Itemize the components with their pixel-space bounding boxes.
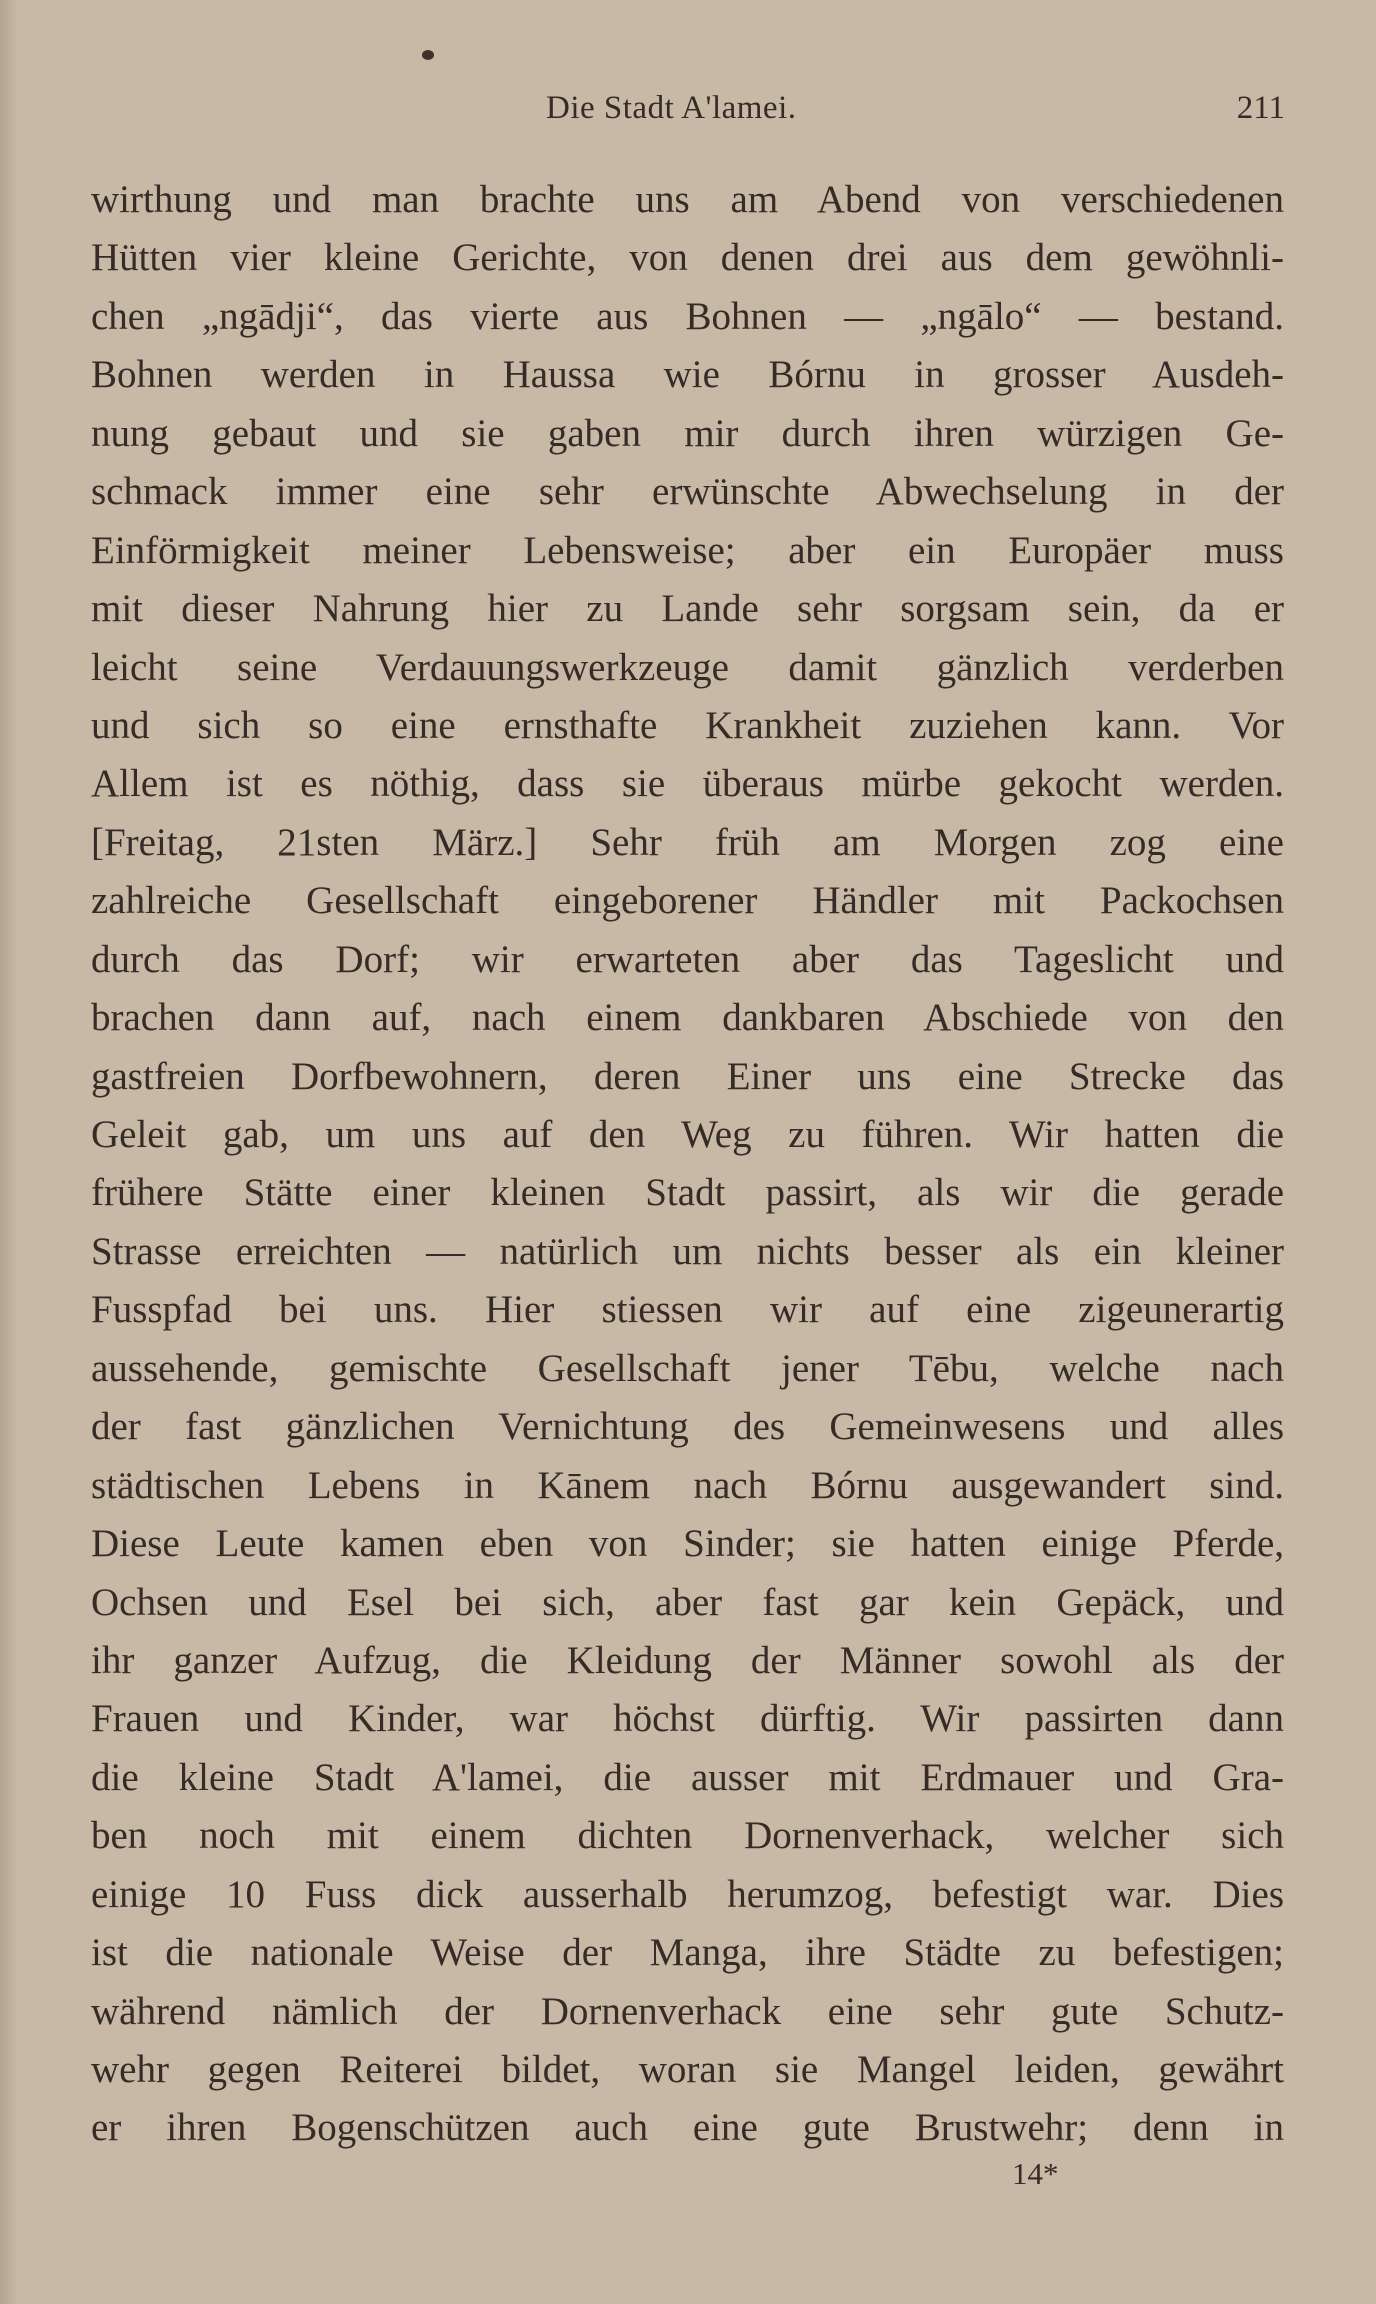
- text-line: wirthung und man brachte uns am Abend von verschiedenen: [91, 178, 1284, 221]
- text-line: Allem ist es nöthig, dass sie überaus mürbe gekocht werden.: [91, 762, 1284, 806]
- text-line: Einförmigkeit meiner Lebensweise; aber ein Europäer muss: [91, 528, 1284, 572]
- ink-mark: [422, 50, 434, 60]
- text-line: er ihren Bogenschützen auch eine gute Brustwehr; denn in: [91, 2106, 1284, 2150]
- text-line: leicht seine Verdauungswerkzeuge damit gänzlich verderben: [91, 645, 1284, 689]
- text-line: [Freitag, 21sten März.] Sehr früh am Morgen zog eine: [91, 820, 1284, 864]
- text-line: Diese Leute kamen eben von Sinder; sie hatten einige Pferde,: [91, 1522, 1284, 1566]
- text-line: Strasse erreichten — natürlich um nichts besser als ein kleiner: [91, 1229, 1284, 1273]
- text-line: Hütten vier kleine Gerichte, von denen drei aus dem gewöhnli-: [91, 236, 1284, 280]
- page-number: 211: [1236, 90, 1285, 126]
- text-line: während nämlich der Dornenverhack eine sehr gute Schutz-: [91, 1989, 1284, 2033]
- text-line: Geleit gab, um uns auf den Weg zu führen. Wir hatten die: [91, 1113, 1284, 1156]
- text-line: aussehende, gemischte Gesellschaft jener Tēbu, welche nach: [91, 1346, 1284, 1390]
- text-line: Ochsen und Esel bei sich, aber fast gar kein Gepäck, und: [91, 1580, 1284, 1624]
- text-line: brachen dann auf, nach einem dankbaren Abschiede von den: [91, 996, 1284, 1040]
- text-line: zahlreiche Gesellschaft eingeborener Händler mit Packochsen: [91, 879, 1284, 923]
- text-line: nung gebaut und sie gaben mir durch ihren würzigen Ge-: [91, 411, 1284, 455]
- text-line: frühere Stätte einer kleinen Stadt passirt, als wir die gerade: [91, 1171, 1284, 1215]
- page-edge-shadow: [0, 0, 18, 2304]
- text-line: der fast gänzlichen Vernichtung des Gemeinwesens und alles: [91, 1405, 1284, 1449]
- text-line: die kleine Stadt A'lamei, die ausser mit Erdmauer und Gra-: [91, 1755, 1284, 1799]
- text-line: ben noch mit einem dichten Dornenverhack, welcher sich: [91, 1814, 1284, 1858]
- text-line: ist die nationale Weise der Manga, ihre Städte zu befestigen;: [91, 1931, 1284, 1975]
- text-line: städtischen Lebens in Kānem nach Bórnu ausgewandert sind.: [91, 1463, 1284, 1507]
- running-title: Die Stadt A'lamei.: [546, 90, 797, 126]
- body-text: [91, 171, 1284, 2158]
- text-line: mit dieser Nahrung hier zu Lande sehr sorgsam sein, da er: [91, 587, 1284, 631]
- text-line: ihr ganzer Aufzug, die Kleidung der Männer sowohl als der: [91, 1638, 1284, 1682]
- text-line: chen „ngādji“, das vierte aus Bohnen — „ngālo“ — bestand.: [91, 294, 1284, 338]
- text-line: und sich so eine ernsthafte Krankheit zuziehen kann. Vor: [91, 703, 1284, 747]
- text-line: gastfreien Dorfbewohnern, deren Einer uns eine Strecke das: [91, 1054, 1284, 1098]
- text-line: durch das Dorf; wir erwarteten aber das Tageslicht und: [91, 937, 1284, 981]
- signature-mark: 14*: [1012, 2156, 1059, 2191]
- text-line: Frauen und Kinder, war höchst dürftig. Wir passirten dann: [91, 1697, 1284, 1741]
- text-line: Fusspfad bei uns. Hier stiessen wir auf eine zigeunerartig: [91, 1288, 1284, 1332]
- text-line: einige 10 Fuss dick ausserhalb herumzog, befestigt war. Dies: [91, 1872, 1284, 1916]
- text-line: wehr gegen Reiterei bildet, woran sie Mangel leiden, gewährt: [91, 2048, 1284, 2091]
- text-line: Bohnen werden in Haussa wie Bórnu in grosser Ausdeh-: [91, 353, 1284, 397]
- text-line: schmack immer eine sehr erwünschte Abwechselung in der: [91, 470, 1284, 514]
